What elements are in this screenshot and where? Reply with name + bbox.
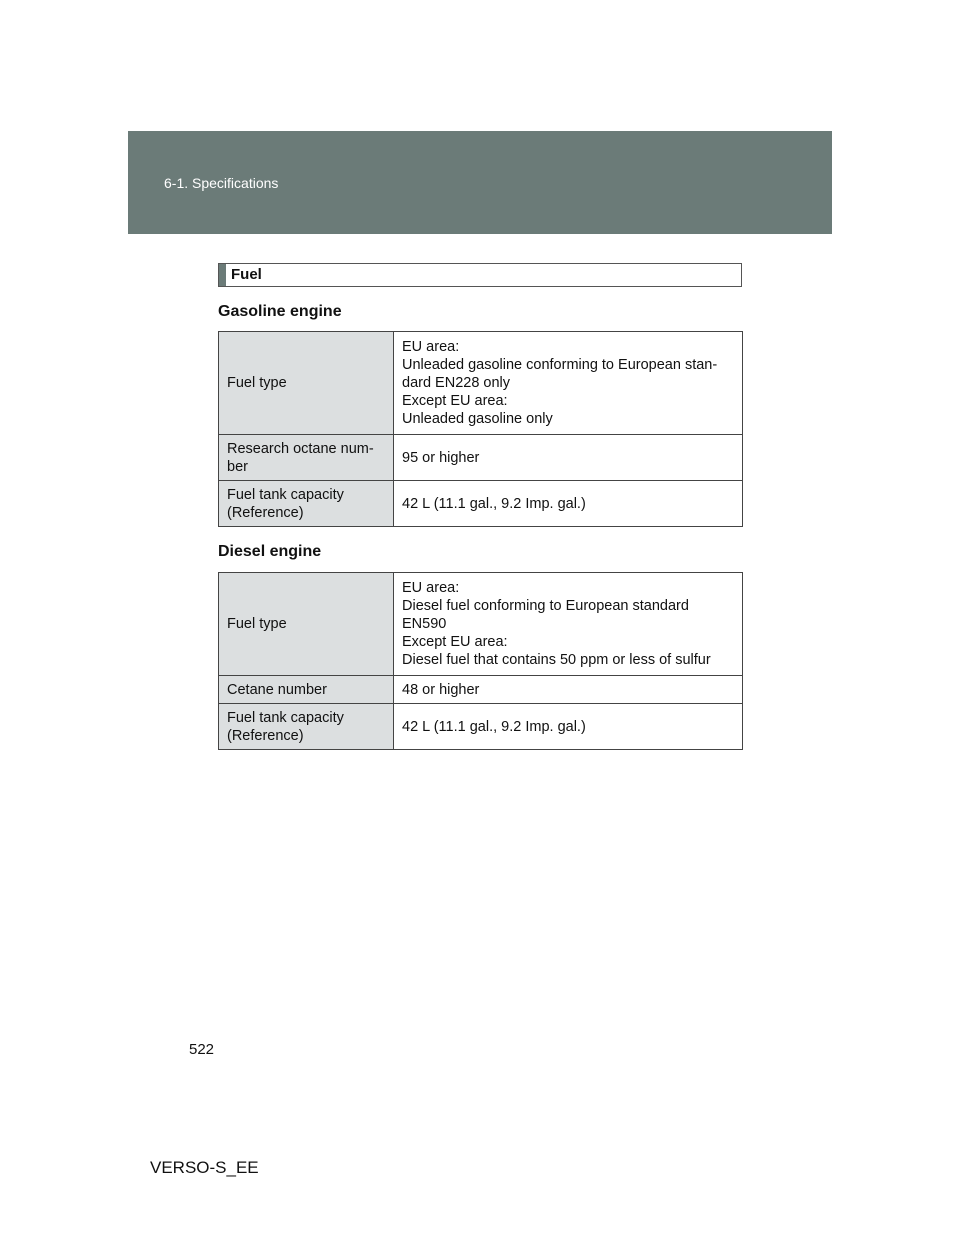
row-label: Fuel type (219, 573, 394, 676)
row-label (219, 435, 394, 481)
page-number: 522 (189, 1041, 215, 1058)
row-label (219, 704, 394, 750)
table-row (219, 435, 743, 481)
table-row (219, 573, 743, 676)
value-line: Except EU area: (402, 393, 508, 409)
label-line: (Reference) (227, 727, 304, 744)
label-line: Fuel tank capacity (227, 486, 344, 503)
row-value: 95 or higher (394, 435, 743, 481)
row-value (394, 332, 743, 435)
gasoline-spec-table (218, 331, 743, 527)
table-row (219, 704, 743, 750)
footer-model-code: VERSO-S_EE (150, 1158, 259, 1177)
value-line: Unleaded gasoline conforming to European stan- (402, 357, 718, 373)
row-label: Cetane number (219, 676, 394, 704)
table-row (219, 676, 743, 704)
row-label: Fuel type (219, 332, 394, 435)
table-row (219, 332, 743, 435)
section-heading-box (218, 263, 742, 287)
value-line: dard EN228 only (402, 375, 511, 391)
label-line: (Reference) (227, 504, 304, 521)
row-value: 42 L (11.1 gal., 9.2 Imp. gal.) (394, 704, 743, 750)
row-value (394, 573, 743, 676)
label-line: Fuel tank capacity (227, 709, 344, 726)
value-line: EU area: (402, 580, 460, 596)
label-line: ber (227, 458, 248, 475)
row-label (219, 481, 394, 527)
section-title: Fuel (231, 266, 262, 283)
value-line: Except EU area: (402, 634, 508, 650)
gasoline-heading: Gasoline engine (218, 303, 342, 320)
header-band (128, 131, 832, 234)
section-marker (219, 264, 226, 286)
diesel-heading: Diesel engine (218, 543, 322, 560)
row-value: 42 L (11.1 gal., 9.2 Imp. gal.) (394, 481, 743, 527)
diesel-spec-table (218, 572, 743, 750)
value-line: Diesel fuel that contains 50 ppm or less of sulfur (402, 652, 711, 668)
value-line: EN590 (402, 616, 447, 632)
breadcrumb: 6-1. Specifications (164, 175, 279, 191)
label-line: Research octane num- (227, 440, 374, 457)
value-line: Unleaded gasoline only (402, 411, 553, 427)
table-row (219, 481, 743, 527)
row-value: 48 or higher (394, 676, 743, 704)
value-line: EU area: (402, 339, 460, 355)
value-line: Diesel fuel conforming to European standard (402, 598, 689, 614)
